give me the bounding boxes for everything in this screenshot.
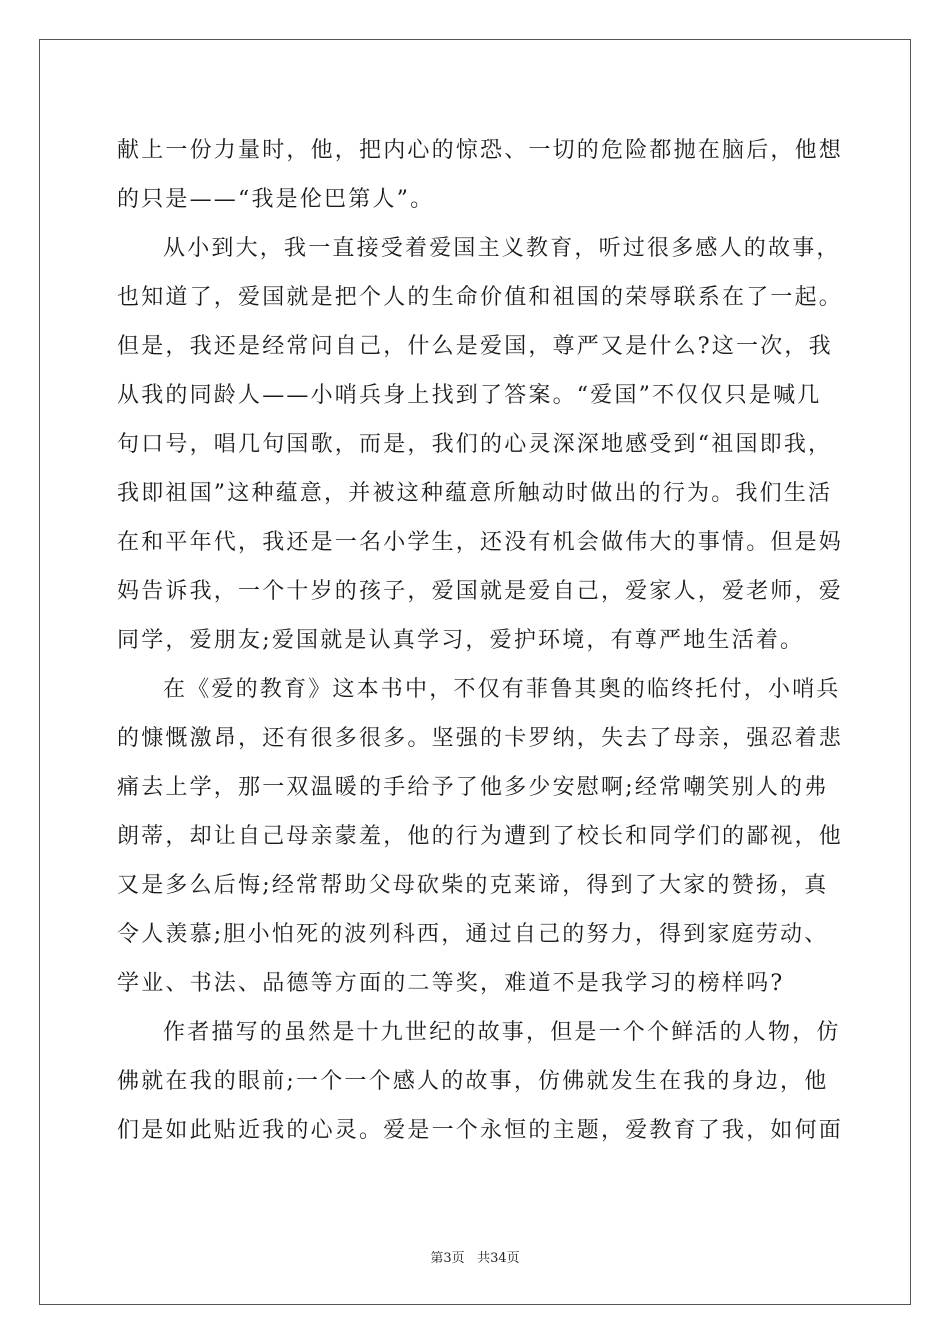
text-line: 佛就在我的眼前;一个一个感人的故事，仿佛就发生在我的身边，他 <box>117 1069 829 1094</box>
total-pages-label: 共34页 <box>477 1251 520 1266</box>
text-line: 也知道了，爱国就是把个人的生命价值和祖国的荣辱联系在了一起。 <box>117 285 844 310</box>
text-line: 我即祖国”这种蕴意，并被这种蕴意所触动时做出的行为。我们生活 <box>117 481 833 506</box>
text-line: 的只是——“我是伦巴第人”。 <box>117 187 435 212</box>
document-body <box>117 126 844 1155</box>
current-page-label: 第3页 <box>430 1251 465 1266</box>
page-footer <box>0 1247 950 1266</box>
text-line: 在和平年代，我还是一名小学生，还没有机会做伟大的事情。但是妈 <box>117 530 844 555</box>
text-line: 的慷慨激昂，还有很多很多。坚强的卡罗纳，失去了母亲，强忍着悲 <box>117 726 844 751</box>
text-line: 学业、书法、品德等方面的二等奖，难道不是我学习的榜样吗? <box>117 971 785 996</box>
paragraph-start-line: 在《爱的教育》这本书中，不仅有菲鲁其奥的临终托付，小哨兵 <box>163 677 841 702</box>
paragraph-start-line: 作者描写的虽然是十九世纪的故事，但是一个个鲜活的人物，仿 <box>163 1020 841 1045</box>
text-line: 令人羡慕;胆小怕死的波列科西，通过自己的努力，得到家庭劳动、 <box>117 922 829 947</box>
text-line: 句口号，唱几句国歌，而是，我们的心灵深深地感受到“祖国即我， <box>117 432 833 457</box>
text-line: 痛去上学，那一双温暖的手给予了他多少安慰啊;经常嘲笑别人的弗 <box>117 775 829 800</box>
text-line: 同学，爱朋友;爱国就是认真学习，爱护环境，有尊严地生活着。 <box>117 628 805 653</box>
text-line: 但是，我还是经常问自己，什么是爱国，尊严又是什么?这一次，我 <box>117 334 833 359</box>
text-line: 献上一份力量时，他，把内心的惊恐、一切的危险都抛在脑后，他想 <box>117 138 844 163</box>
text-line: 从我的同龄人——小哨兵身上找到了答案。“爱国”不仅仅只是喊几 <box>117 383 822 408</box>
text-line: 朗蒂，却让自己母亲蒙羞，他的行为遭到了校长和同学们的鄙视，他 <box>117 824 844 849</box>
text-line: 们是如此贴近我的心灵。爱是一个永恒的主题，爱教育了我，如何面 <box>117 1118 844 1143</box>
text-line: 又是多么后悔;经常帮助父母砍柴的克莱谛，得到了大家的赞扬，真 <box>117 873 829 898</box>
paragraph-start-line: 从小到大，我一直接受着爱国主义教育，听过很多感人的故事， <box>163 236 841 261</box>
text-line: 妈告诉我，一个十岁的孩子，爱国就是爱自己，爱家人，爱老师，爱 <box>117 579 844 604</box>
